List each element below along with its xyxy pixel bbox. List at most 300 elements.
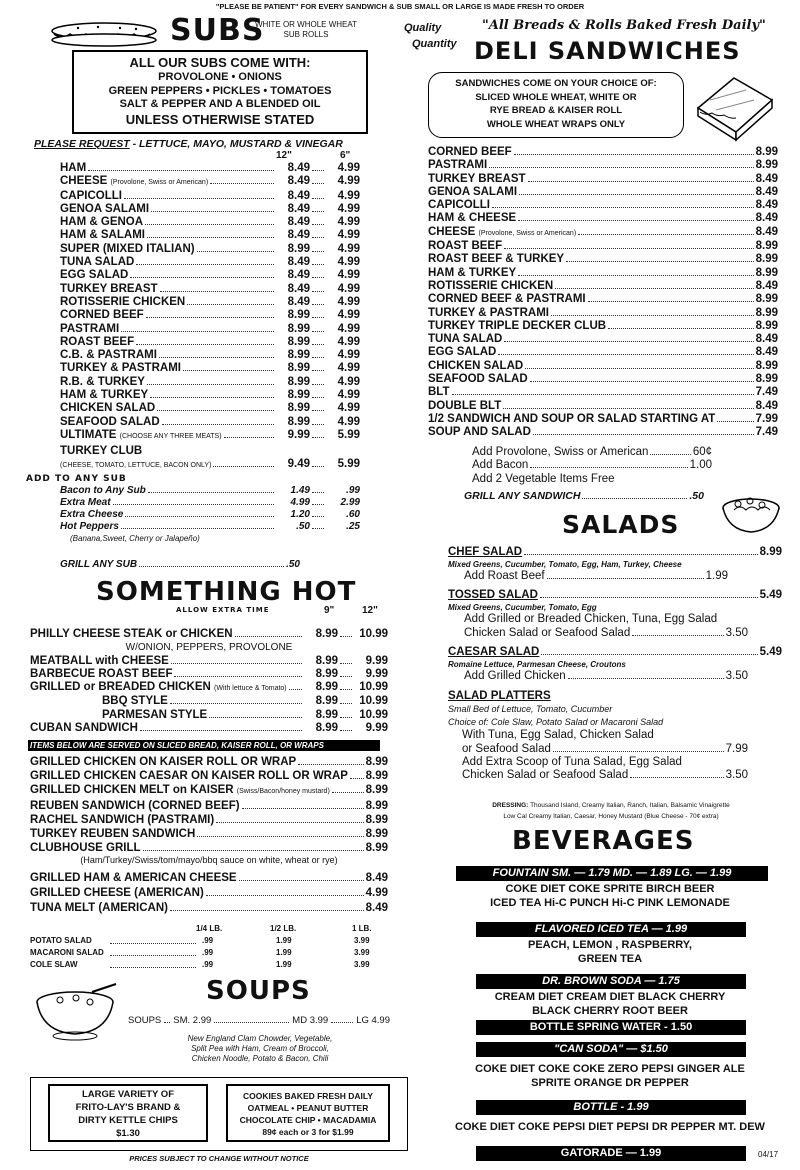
chef-salad-name: CHEF SALAD <box>448 546 523 558</box>
sub-item-price-large: 8.49 <box>287 202 310 215</box>
sub-item-name <box>60 162 86 175</box>
sub-item-name <box>60 429 222 443</box>
deli-item-price: 8.99 <box>755 306 778 319</box>
sub-item-price-small: 5.99 <box>337 428 360 441</box>
sub-item <box>60 269 360 282</box>
deli-item-name <box>428 146 512 159</box>
iced-tea-bar: FLAVORED ICED TEA — 1.99 <box>476 922 746 937</box>
sub-item-price-small: 4.99 <box>337 402 360 415</box>
served-item <box>30 827 388 841</box>
served-item-name-text: GRILLED CHICKEN CAESAR ON KAISER ROLL OR WRAP <box>30 770 348 782</box>
sub-item-price-large: 8.99 <box>287 349 310 362</box>
turkey-club <box>60 445 360 473</box>
deli-item-name-text: TURKEY BREAST <box>428 172 526 185</box>
chef-salad <box>448 546 782 584</box>
hot-more-name: TUNA MELT (AMERICAN) <box>30 902 168 914</box>
soup-variety: Chicken Noodle, Potato & Bacon, Chili <box>191 1054 329 1063</box>
sub-item-name <box>60 389 148 402</box>
grill-any-sub-price: .50 <box>286 559 300 570</box>
sub-item-price-large: 8.49 <box>287 256 310 269</box>
served-item-price: 8.99 <box>365 800 388 812</box>
chips-line: LARGE VARIETY OF <box>81 1089 175 1100</box>
grill-any-sub <box>60 558 300 571</box>
subs-list <box>60 162 360 443</box>
deli-item-price: 7.49 <box>755 386 778 399</box>
hot-item-price-small: 8.99 <box>315 667 338 680</box>
sub-item-price-large: 8.49 <box>287 229 310 242</box>
allow-extra-time: ALLOW EXTRA TIME <box>176 606 270 614</box>
tossed-salad-name: TOSSED SALAD <box>448 589 538 601</box>
served-item-name-text: GRILLED CHICKEN MELT on KAISER <box>30 784 234 796</box>
hot-item-name <box>30 722 138 735</box>
deli-item-price: 8.49 <box>755 346 778 359</box>
served-item <box>30 769 388 783</box>
addon-name: Bacon to Any Sub <box>60 485 146 496</box>
sub-item <box>60 389 360 402</box>
sub-item-name <box>60 296 185 309</box>
hot-item-price-small: 8.99 <box>315 722 338 735</box>
deli-item-price: 8.99 <box>755 266 778 279</box>
sub-item-name-text: ULTIMATE <box>60 428 117 441</box>
tossed-add-price: 3.50 <box>725 626 748 639</box>
date-code: 04/17 <box>758 1150 779 1159</box>
deli-item-name <box>428 333 502 346</box>
sub-item <box>60 243 360 256</box>
sub-item-name-text: CHICKEN SALAD <box>60 402 156 415</box>
peppers-note: (Banana,Sweet, Cherry or Jalapeño) <box>70 534 200 543</box>
hot-item-name-text: PARMESAN STYLE <box>102 708 208 721</box>
soups-label: SOUPS <box>128 1015 162 1026</box>
soup-lg: LG 4.99 <box>356 1015 390 1026</box>
served-item-name <box>30 783 330 799</box>
add-bacon-price: 1.00 <box>689 459 712 472</box>
hot-item-price-small: 8.99 <box>315 654 338 667</box>
sub-item-name-text: TUNA SALAD <box>60 256 135 269</box>
served-item <box>30 755 388 769</box>
addon-price-small: .25 <box>346 521 360 532</box>
bread-line: RYE BREAD & KAISER ROLL <box>489 105 623 116</box>
dressing-list: Thousand Island, Creamy Italian, Ranch, Italian, Balsamic Vinaigrette <box>530 802 730 809</box>
turkey-club-price-large: 9.49 <box>287 458 310 471</box>
deli-item-price: 8.49 <box>755 172 778 185</box>
soups-title: SOUPS <box>206 976 311 1006</box>
caesar-salad-name: CAESAR SALAD <box>448 646 540 658</box>
deli-item <box>428 280 778 293</box>
salad-platters <box>448 690 782 782</box>
platters-with-price: 7.99 <box>725 742 748 755</box>
top-banner: "PLEASE BE PATIENT" FOR EVERY SANDWICH & SUB SMALL OR LARGE IS MADE FRESH TO ORDER <box>215 2 585 11</box>
addon-name: Hot Peppers <box>60 521 119 532</box>
sub-item-price-small: 4.99 <box>337 256 360 269</box>
deli-item-price: 8.99 <box>755 240 778 253</box>
chef-salad-price: 8.99 <box>759 546 782 558</box>
side-quarter: .99 <box>202 936 214 945</box>
salads-title: SALADS <box>562 510 680 539</box>
can-soda-list <box>436 1062 784 1090</box>
deli-item <box>428 146 778 159</box>
deli-item <box>428 386 778 399</box>
turkey-club-note: (CHEESE, TOMATO, LETTUCE, BACON ONLY) <box>60 462 212 470</box>
sub-item-name-text: CAPICOLLI <box>60 189 122 202</box>
deli-item-name-text: ROAST BEEF & TURKEY <box>428 253 565 266</box>
comes-with-line: PROVOLONE • ONIONS <box>158 71 282 83</box>
addons-list <box>60 485 360 533</box>
platters-extra: Chicken Salad or Seafood Salad <box>462 769 629 782</box>
sub-item-note: (Provolone, Swiss or American) <box>110 179 209 187</box>
side-row <box>30 948 380 960</box>
tossed-salad-price: 5.49 <box>759 589 782 601</box>
iced-tea-line: GREEN TEA <box>577 953 643 965</box>
sides-header: 1 LB. <box>352 924 372 933</box>
deli-item <box>428 267 778 280</box>
hot-list <box>30 628 388 735</box>
deli-item-name <box>428 386 450 399</box>
sub-item-note: (CHOOSE ANY THREE MEATS) <box>119 432 222 440</box>
sub-item <box>60 416 360 429</box>
deli-addons <box>472 446 712 486</box>
sub-item-name-text: SUPER (MIXED ITALIAN) <box>60 242 195 255</box>
side-name: POTATO SALAD <box>30 936 92 945</box>
hot-item <box>30 655 388 668</box>
philly-note-row <box>30 641 388 654</box>
served-item-price: 8.99 <box>365 784 388 796</box>
sub-item-name <box>60 216 143 229</box>
sub-item-price-small: 4.99 <box>337 216 360 229</box>
deli-item-name <box>428 159 487 172</box>
sub-item-name <box>60 336 134 349</box>
served-list <box>30 755 388 855</box>
chips-line: FRITO-LAY'S BRAND & <box>75 1102 181 1113</box>
deli-item-name <box>428 413 715 426</box>
sub-item-price-small: 4.99 <box>337 175 360 188</box>
sub-item-price-large: 8.99 <box>287 309 310 322</box>
deli-item-name-text: SOUP AND SALAD <box>428 426 531 439</box>
sub-item-price-small: 4.99 <box>337 322 360 335</box>
can-soda-bar: "CAN SODA" — $1.50 <box>476 1042 746 1057</box>
grill-any-sandwich <box>464 490 704 503</box>
sub-sandwich-icon <box>48 22 160 48</box>
comes-with-heading: ALL OUR SUBS COME WITH: <box>129 55 311 70</box>
sub-item <box>60 349 360 362</box>
sub-item-price-large: 8.99 <box>287 402 310 415</box>
deli-item-name <box>428 426 531 439</box>
sub-item <box>60 190 360 203</box>
sub-item-price-large: 8.49 <box>287 216 310 229</box>
hot-more-price: 8.49 <box>365 872 388 884</box>
soup-sm: SM. 2.99 <box>173 1015 212 1026</box>
sub-item-price-large: 8.99 <box>287 375 310 388</box>
sub-item-price-small: 4.99 <box>337 189 360 202</box>
hot-item-name <box>30 681 287 695</box>
grill-sandwich-label: GRILL ANY SANDWICH <box>464 490 581 502</box>
deli-item-name <box>428 320 606 333</box>
platters-desc: Small Bed of Lettuce, Tomato, Cucumber <box>448 704 613 715</box>
deli-item <box>428 426 778 439</box>
deli-item-price: 8.49 <box>755 333 778 346</box>
addon-item <box>60 521 360 533</box>
sub-item-price-large: 8.49 <box>287 269 310 282</box>
size-6-header: 6" <box>340 150 351 161</box>
served-item-price: 8.99 <box>365 814 388 826</box>
sub-item <box>60 429 360 443</box>
something-hot-title: SOMETHING HOT <box>96 577 357 607</box>
deli-item <box>428 253 778 266</box>
sub-item-price-large: 8.49 <box>287 282 310 295</box>
addon-price-large: 1.20 <box>290 509 310 520</box>
sub-item-price-large: 8.49 <box>287 175 310 188</box>
sub-item-name <box>60 190 122 203</box>
sub-item-name-text: HAM & GENOA <box>60 216 144 229</box>
dressing-label: DRESSING: <box>492 802 529 809</box>
caesar-salad-price: 5.49 <box>759 646 782 658</box>
please-request-label: PLEASE REQUEST <box>34 138 130 150</box>
side-quarter: .99 <box>202 948 214 957</box>
sub-item-name <box>60 323 119 336</box>
deli-item-name-text: ROAST BEEF <box>428 240 503 253</box>
deli-item-price: 8.49 <box>755 185 778 198</box>
served-item-name-text: RACHEL SANDWICH (PASTRAMI) <box>30 814 215 826</box>
please-request-text: - LETTUCE, MAYO, MUSTARD & VINEGAR <box>129 138 343 150</box>
addon-price-small: .60 <box>346 509 360 520</box>
sub-item-price-small: 4.99 <box>337 269 360 282</box>
fountain-line: ICED TEA Hi-C PUNCH Hi-C PINK LEMONADE <box>490 897 730 909</box>
sub-item-price-large: 8.49 <box>287 189 310 202</box>
deli-item <box>428 293 778 306</box>
addon-item <box>60 509 360 521</box>
sub-item <box>60 362 360 375</box>
served-item-name <box>30 755 296 769</box>
platters-desc: Choice of: Cole Slaw, Potato Salad or Macaroni Salad <box>448 717 664 728</box>
served-item-name-text: REUBEN SANDWICH (CORNED BEEF) <box>30 800 240 812</box>
deli-item-name <box>428 307 549 320</box>
soup-variety: New England Clam Chowder, Vegetable, <box>187 1034 333 1043</box>
bread-line: SLICED WHOLE WHEAT, WHITE OR <box>475 91 637 103</box>
can-soda-line: SPRITE ORANGE DR PEPPER <box>531 1077 689 1089</box>
hot-item-price-large: 10.99 <box>359 708 388 721</box>
grill-any-sub-label: GRILL ANY SUB <box>60 559 138 570</box>
sub-item-price-large: 8.99 <box>287 415 310 428</box>
sub-item-name <box>60 402 155 415</box>
side-full: 3.99 <box>354 960 370 969</box>
gatorade-bar: GATORADE — 1.99 <box>476 1146 746 1161</box>
served-item <box>30 799 388 813</box>
sides-header: 1/4 LB. <box>196 924 223 933</box>
deli-item-name-text: HAM & CHEESE <box>428 212 517 225</box>
addon-price-large: 4.99 <box>290 497 310 508</box>
hot-rest <box>30 655 388 736</box>
deli-item-name-text: CAPICOLLI <box>428 199 490 212</box>
sub-item-price-large: 9.99 <box>287 428 310 441</box>
side-full: 3.99 <box>354 936 370 945</box>
add-veg-label: Add 2 Vegetable Items Free <box>472 472 615 485</box>
hot-item <box>30 709 388 722</box>
caesar-add-price: 3.50 <box>725 670 748 683</box>
size-12-header: 12" <box>276 150 292 161</box>
sub-item-name <box>60 203 149 216</box>
chef-salad-desc: Mixed Greens, Cucumber, Tomato, Egg, Ham, Turkey, Cheese <box>448 560 682 570</box>
sub-item-price-small: 4.99 <box>337 335 360 348</box>
sub-item-name-text: R.B. & TURKEY <box>60 375 145 388</box>
deli-item-name-text: TURKEY TRIPLE DECKER CLUB <box>428 319 607 332</box>
sub-item-price-small: 4.99 <box>337 389 360 402</box>
deli-item-name-text: CHEESE <box>428 225 476 238</box>
dr-brown-line: CREAM DIET CREAM DIET BLACK CHERRY <box>494 991 726 1003</box>
deli-item-price: 8.49 <box>755 212 778 225</box>
add-to-any-sub-heading: ADD TO ANY SUB <box>26 474 127 484</box>
sub-item-price-small: 4.99 <box>337 415 360 428</box>
deli-item-price: 8.99 <box>755 159 778 172</box>
sub-item <box>60 336 360 349</box>
addon-item <box>60 485 360 497</box>
served-item <box>30 783 388 799</box>
sub-item-price-small: 4.99 <box>337 202 360 215</box>
deli-item-name-text: CORNED BEEF & PASTRAMI <box>428 293 586 306</box>
deli-item <box>428 212 778 225</box>
chips-box <box>48 1084 208 1142</box>
sub-item-name-text: PASTRAMI <box>60 322 120 335</box>
served-item-name <box>30 799 240 813</box>
comes-with-line: GREEN PEPPERS • PICKLES • TOMATOES <box>108 84 332 97</box>
platters-name: SALAD PLATTERS <box>448 690 551 702</box>
bread-line: SANDWICHES COME ON YOUR CHOICE OF: <box>455 78 657 89</box>
hot-item-name-text: BBQ STYLE <box>102 695 168 708</box>
deli-item-price: 8.99 <box>755 146 778 158</box>
dressing-info <box>440 800 782 822</box>
tossed-add-line: Add Grilled or Breaded Chicken, Tuna, Egg Salad <box>464 613 718 626</box>
sub-item-name-text: CHEESE <box>60 175 108 188</box>
sub-item-price-small: 4.99 <box>337 309 360 322</box>
side-full: 3.99 <box>354 948 370 957</box>
deli-list <box>428 146 778 440</box>
hot-item-name-text: CUBAN SANDWICH <box>30 722 138 735</box>
sides-table <box>30 924 380 972</box>
addon-name: Extra Cheese <box>60 509 124 520</box>
hot-item-note: (With lettuce & Tomato) <box>214 685 287 693</box>
sub-item-name <box>60 376 145 389</box>
deli-item <box>428 307 778 320</box>
served-item-price: 8.99 <box>365 842 388 854</box>
served-on-bar: ITEMS BELOW ARE SERVED ON SLICED BREAD, KAISER ROLL, OR WRAPS <box>28 740 380 751</box>
sub-item-price-small: 4.99 <box>337 295 360 308</box>
served-item-name <box>30 769 348 783</box>
deli-item-name <box>428 400 501 413</box>
deli-item <box>428 373 778 386</box>
sub-item-name-text: C.B. & PASTRAMI <box>60 349 157 362</box>
turkey-club-name: TURKEY CLUB <box>60 445 143 457</box>
hot-more-name: GRILLED CHEESE (AMERICAN) <box>30 887 204 899</box>
hot-item <box>30 668 388 681</box>
deli-item-name <box>428 240 502 253</box>
served-item-price: 8.99 <box>365 756 388 768</box>
deli-item-price: 8.49 <box>755 199 778 212</box>
beverages-title: BEVERAGES <box>512 826 695 856</box>
sandwich-icon <box>690 70 776 146</box>
sub-item-price-large: 8.99 <box>287 242 310 255</box>
deli-item-note: (Provolone, Swiss or American) <box>478 229 577 237</box>
served-item-price: 8.99 <box>365 828 388 840</box>
deli-item-price: 8.99 <box>755 373 778 386</box>
sub-item <box>60 402 360 415</box>
hot-more-name: GRILLED HAM & AMERICAN CHEESE <box>30 872 237 884</box>
served-item-name <box>30 841 141 855</box>
deli-item-name-text: SEAFOOD SALAD <box>428 373 528 386</box>
cookies-line: CHOCOLATE CHIP • MACADAMIA <box>239 1115 377 1125</box>
platters-with: or Seafood Salad <box>462 742 551 755</box>
quality-label: Quality <box>404 22 442 34</box>
sub-item-price-small: 4.99 <box>337 162 360 174</box>
sub-item <box>60 309 360 322</box>
served-item-note: (Swiss/Bacon/honey mustard) <box>236 788 330 795</box>
clubhouse-note: (Ham/Turkey/Swiss/tom/mayo/bbq sauce on white, wheat or rye) <box>80 855 338 865</box>
deli-slogan: "All Breads & Rolls Baked Fresh Daily" <box>482 18 766 33</box>
deli-item <box>428 226 778 240</box>
sub-item-price-small: 4.99 <box>337 282 360 295</box>
soup-md: MD 3.99 <box>292 1015 329 1026</box>
cookies-line: OATMEAL • PEANUT BUTTER <box>247 1103 369 1113</box>
sub-item-price-small: 4.99 <box>337 229 360 242</box>
add-cheese-price: 60¢ <box>692 446 712 458</box>
turkey-club-price-small: 5.99 <box>337 458 360 471</box>
served-item-name <box>30 827 195 841</box>
hot-item-name-text: MEATBALL with CHEESE <box>30 654 169 667</box>
deli-item-name <box>428 186 517 199</box>
sub-item <box>60 203 360 216</box>
deli-item-name <box>428 253 564 266</box>
hot-item-price-large: 10.99 <box>359 628 388 640</box>
hot-item-name: PHILLY CHEESE STEAK or CHICKEN <box>30 628 233 640</box>
side-half: 1.99 <box>276 936 292 945</box>
deli-item-name <box>428 293 586 306</box>
please-request <box>34 138 343 150</box>
deli-item-name <box>428 346 496 359</box>
deli-item-name <box>428 212 516 225</box>
subs-rolls-note: WHITE OR WHOLE WHEAT SUB ROLLS <box>254 20 358 39</box>
sub-item-price-large: 8.99 <box>287 362 310 375</box>
deli-item <box>428 413 778 426</box>
platters-extra-price: 3.50 <box>725 769 748 782</box>
hot-item-name <box>30 668 172 681</box>
caesar-salad <box>448 646 782 684</box>
deli-item-name-text: PASTRAMI <box>428 159 488 172</box>
sub-item <box>60 283 360 296</box>
deli-item-name-text: DOUBLE BLT <box>428 399 502 412</box>
deli-item <box>428 173 778 186</box>
served-item-name-text: GRILLED CHICKEN ON KAISER ROLL OR WRAP <box>30 756 297 768</box>
hot-item-price-large: 10.99 <box>359 695 388 708</box>
deli-item <box>428 333 778 346</box>
side-name: COLE SLAW <box>30 960 78 969</box>
sub-item-price-large: 8.99 <box>287 389 310 402</box>
chef-add-price: 1.99 <box>705 570 728 583</box>
subs-comes-with-box <box>72 50 368 134</box>
hot-item-price-large: 9.99 <box>365 667 388 680</box>
quantity-label: Quantity <box>412 38 457 50</box>
dr-brown-line: BLACK CHERRY ROOT BEER <box>532 1005 688 1017</box>
dr-brown-list <box>440 990 780 1018</box>
addon-price-small: .99 <box>346 485 360 496</box>
sub-item-price-small: 4.99 <box>337 362 360 375</box>
hot-item-price-small: 8.99 <box>315 628 338 640</box>
iced-tea-list <box>440 938 780 966</box>
side-half: 1.99 <box>276 960 292 969</box>
sub-item-name-text: CORNED BEEF <box>60 309 144 322</box>
more-list <box>30 871 388 916</box>
hot-more-price: 8.49 <box>365 902 388 914</box>
platters-with: With Tuna, Egg Salad, Chicken Salad <box>462 729 654 742</box>
sub-item-name-text: ROAST BEEF <box>60 335 135 348</box>
add-bacon-label: Add Bacon <box>472 459 529 472</box>
addon-item <box>60 497 360 509</box>
